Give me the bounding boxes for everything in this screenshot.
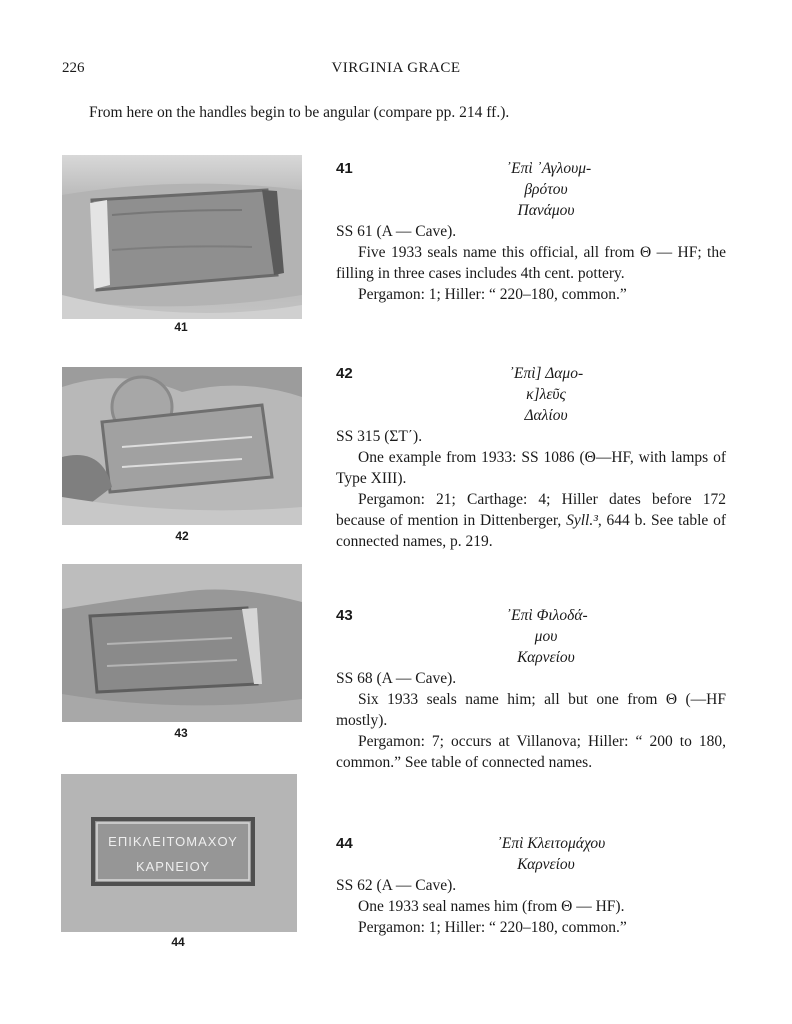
stamp-photo-41 (62, 155, 302, 319)
entry-paragraph: Pergamon: 1; Hiller: “ 220–180, common.” (358, 286, 627, 303)
amphora-handle-image (61, 774, 297, 932)
intro-text: From here on the handles begin to be angular (compare pp. 214 ff.). (89, 104, 510, 121)
stamp-text-line-1: ΕΠΙΚΛΕΙΤΟΜΑΧΟΥ (108, 834, 238, 849)
figure-caption-41: 41 (174, 320, 188, 334)
entry-paragraph: One 1933 seal names him (from Θ — HF). (358, 898, 625, 915)
greek-inscription-line: Πανάμου (517, 202, 575, 219)
catalogue-entry-43 (336, 605, 726, 773)
greek-inscription-line: ᾿Επὶ ᾿Αγλουμ- (506, 160, 592, 177)
greek-inscription-line: Δαλίου (524, 407, 568, 424)
entry-paragraph (336, 489, 726, 552)
stamp-photo-44 (61, 774, 297, 932)
amphora-handle-image (62, 367, 302, 525)
greek-inscription-line: ᾿Επὶ Κλειτομάχου (496, 835, 606, 852)
entry-paragraph: Five 1933 seals name this official, all from Θ — HF; the filling in three cases includes 4th cent. pottery. (336, 244, 726, 282)
inventory-reference: SS 68 (A — Cave). (336, 670, 457, 687)
inventory-reference: SS 315 (ΣΤ΄). (336, 428, 423, 445)
amphora-handle-image (62, 564, 302, 722)
entry-number: 42 (336, 365, 353, 382)
entry-paragraph: Pergamon: 7; occurs at Villanova; Hiller: “ 200 to 180, common.” See table of connected names. (336, 733, 726, 771)
catalogue-entry-42 (336, 363, 726, 552)
running-head: VIRGINIA GRACE (331, 60, 461, 76)
greek-inscription-line: Καρνείου (517, 856, 575, 873)
entry-number: 43 (336, 607, 353, 624)
page-header (0, 60, 792, 82)
greek-inscription-line: Καρνείου (517, 649, 575, 666)
figure-caption-42: 42 (175, 529, 189, 543)
inventory-reference: SS 61 (A — Cave). (336, 223, 457, 240)
stamp-photo-43 (62, 564, 302, 722)
catalogue-entry-41 (336, 158, 726, 305)
amphora-handle-image (62, 155, 302, 319)
entry-number: 41 (336, 160, 353, 177)
entry-paragraph: One example from 1933: SS 1086 (Θ—HF, with lamps of Type XIII). (336, 449, 726, 487)
entry-number: 44 (336, 835, 353, 852)
greek-inscription-line: μου (534, 628, 558, 645)
citation-title: Syll.³ (566, 512, 598, 529)
paragraph-text: , 644 b. See table of connected names, p. 219. (336, 512, 726, 550)
greek-inscription-line: ᾿Επὶ] Δαμο- (508, 365, 584, 382)
greek-inscription-line: κ]λεῦς (526, 386, 566, 403)
paragraph-text: Pergamon: 21; Carthage: 4; Hiller dates before 172 because of mention in Dittenberger, (336, 491, 726, 529)
figure-caption-44: 44 (171, 935, 185, 949)
stamp-text-line-2: ΚΑΡΝΕΙΟΥ (135, 859, 211, 874)
figure-caption-43: 43 (174, 726, 188, 740)
greek-inscription-line: βρότου (524, 181, 568, 198)
catalogue-entry-44 (336, 833, 726, 938)
inventory-reference: SS 62 (A — Cave). (336, 877, 457, 894)
entry-paragraph: Pergamon: 1; Hiller: “ 220–180, common.” (358, 919, 627, 936)
stamp-photo-42 (62, 367, 302, 525)
page-number: 226 (62, 60, 85, 76)
greek-inscription-line: ᾿Επὶ Φιλοδά- (506, 607, 588, 624)
entry-paragraph: Six 1933 seals name him; all but one from Θ (—HF mostly). (336, 691, 726, 729)
